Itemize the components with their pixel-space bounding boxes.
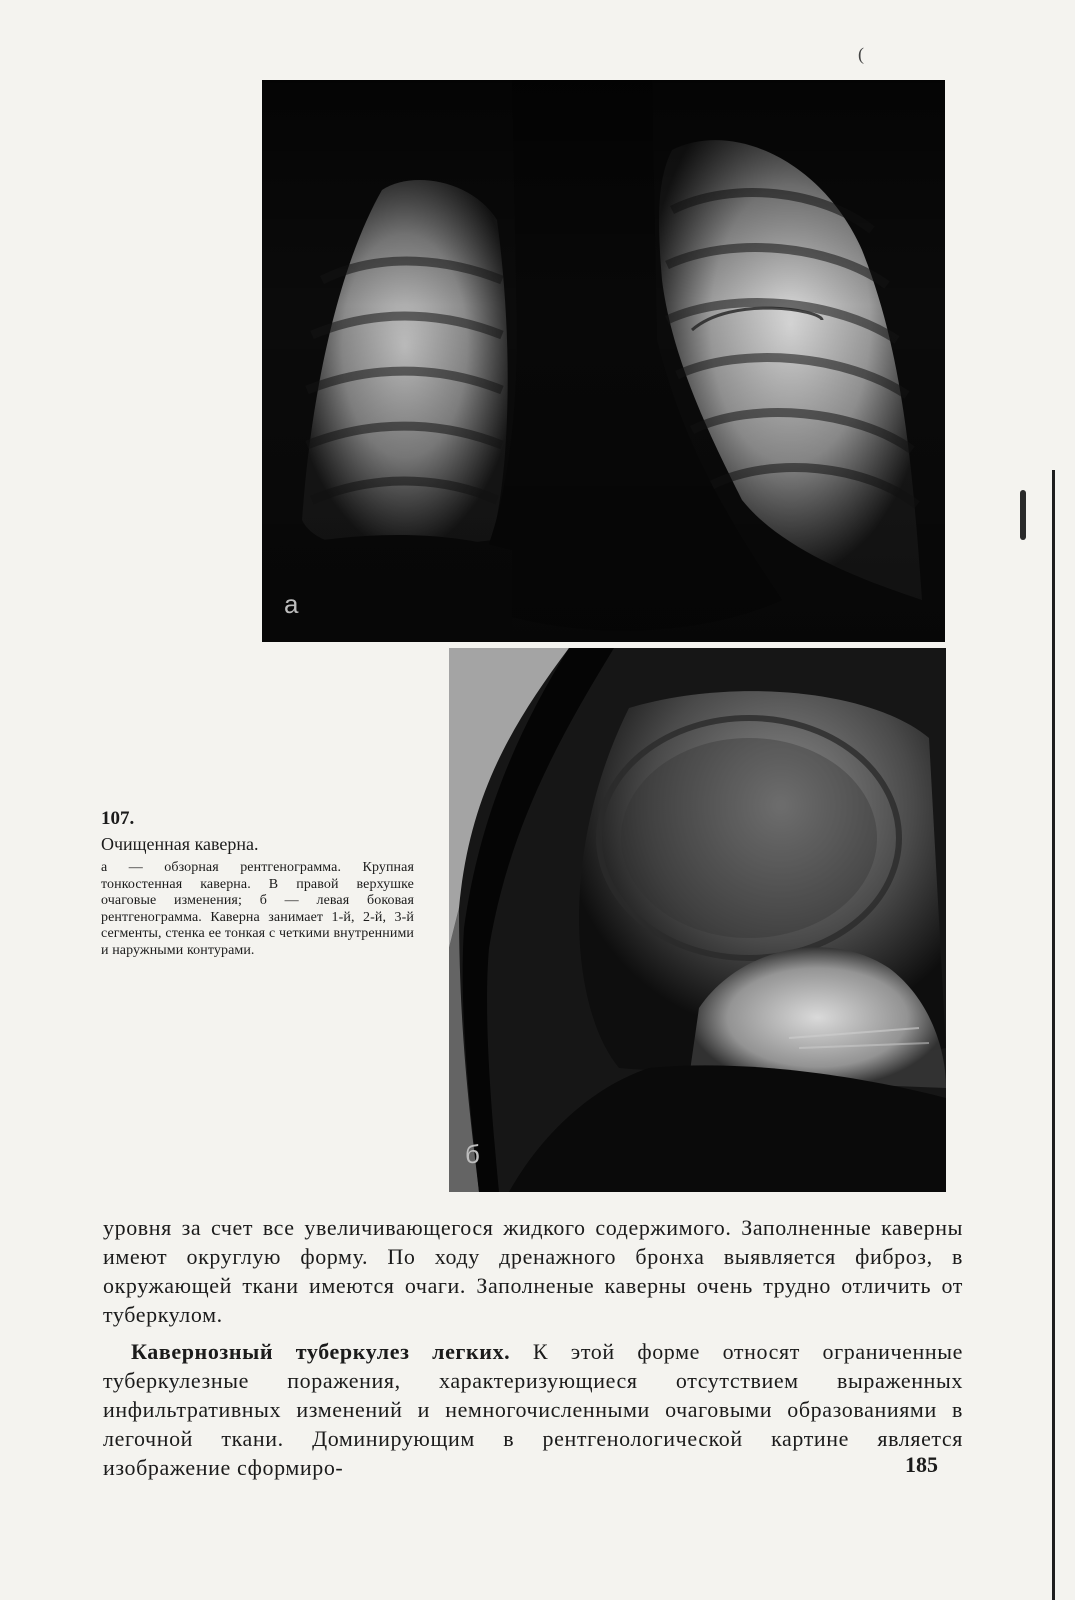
page-number: 185 xyxy=(905,1452,938,1477)
panel-b-label: б xyxy=(465,1139,480,1169)
xray-figure-b xyxy=(449,648,946,1192)
figure-description: а — обзорная рентгенограмма. Крупная тонкостенная каверна. В правой верхушке очаговые изменения; б — левая боковая рентгенограмма. Каверна занимает 1-й, 2-й, 3-й сегменты, стенка ее тонкая с четкими внутренними и наружными контурами. xyxy=(101,860,414,958)
panel-a-label: а xyxy=(284,589,299,619)
page-binding-mark xyxy=(1020,490,1026,540)
body-text xyxy=(103,1213,963,1482)
xray-frontal-image xyxy=(262,80,945,642)
paragraph-1: уровня за счет все увеличивающегося жидкого содержимого. Заполненные каверны имеют округлую форму. По ходу дренажного бронха выявляется фиброз, в окружающей ткани имеются очаги. Заполненые каверны очень трудно отличить от туберкулом. xyxy=(103,1215,963,1327)
figure-number: 107. xyxy=(101,808,135,829)
page-edge-shadow xyxy=(1052,470,1055,1600)
xray-figure-a xyxy=(262,80,945,642)
figure-title: Очищенная каверна. xyxy=(101,834,259,854)
section-heading-inline: Кавернозный туберкулез легких. xyxy=(131,1339,511,1364)
stray-mark: ( xyxy=(858,44,864,64)
figure-caption xyxy=(101,808,414,959)
paragraph-2 xyxy=(103,1337,963,1482)
paragraph-2-text: К этой форме относят ограниченные туберкулезные поражения, характеризующиеся отсутствием выраженных инфильтративных изменений и немногочисленными очаговыми образованиями в легочной ткани. Доминирующим в рентгенологической картине является изображение сформиро- xyxy=(103,1339,963,1480)
xray-lateral-image xyxy=(449,648,946,1192)
